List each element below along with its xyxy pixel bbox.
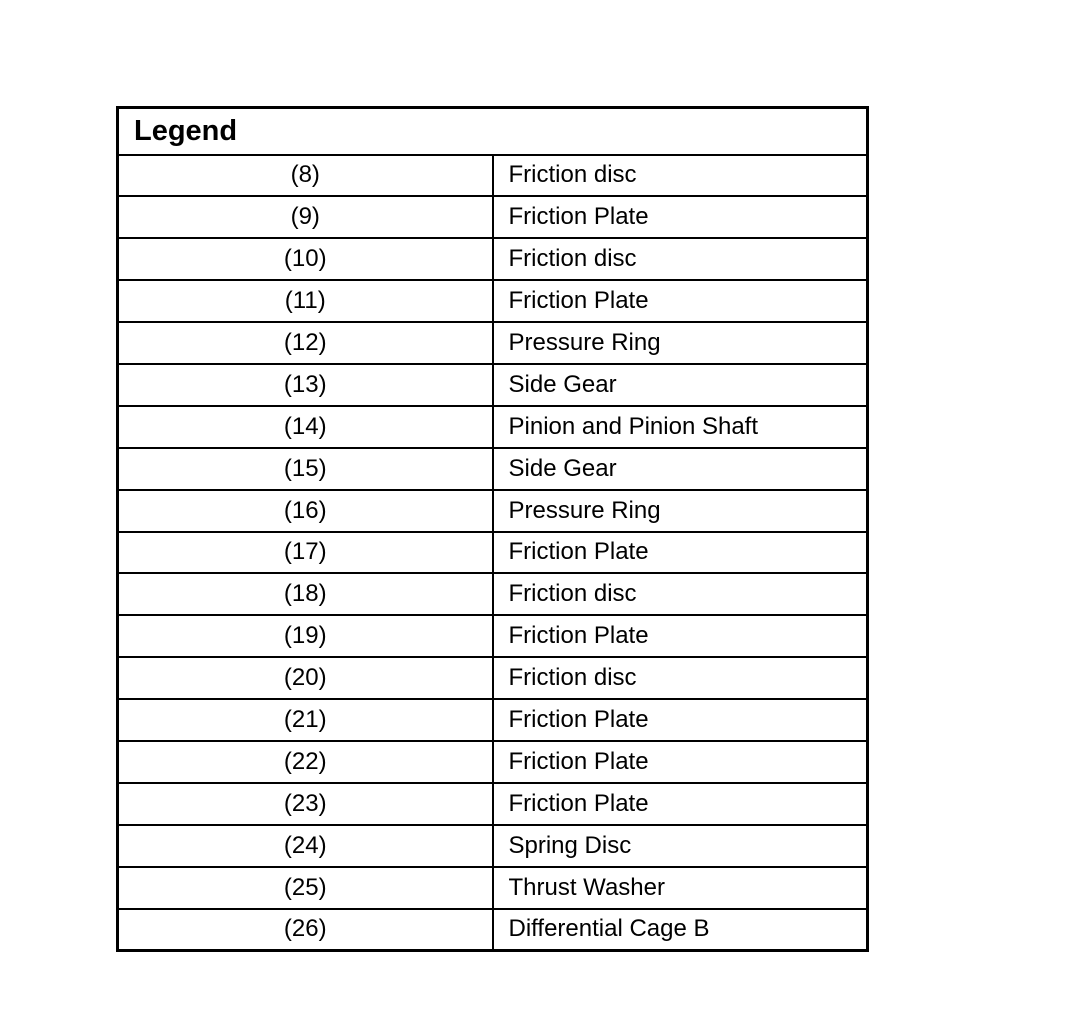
part-number: (15) [118,448,493,490]
part-number: (14) [118,406,493,448]
part-number: (18) [118,573,493,615]
part-description: Pressure Ring [493,322,868,364]
table-row [118,406,868,448]
part-number: (24) [118,825,493,867]
table-row [118,867,868,909]
part-description: Thrust Washer [493,867,868,909]
part-description: Friction Plate [493,615,868,657]
part-description: Friction Plate [493,741,868,783]
part-description: Friction Plate [493,783,868,825]
table-row [118,280,868,322]
table-row [118,532,868,574]
part-number: (16) [118,490,493,532]
part-number: (22) [118,741,493,783]
part-number: (19) [118,615,493,657]
legend-header-row [118,108,868,155]
table-row [118,364,868,406]
part-number: (17) [118,532,493,574]
table-row [118,783,868,825]
part-description: Spring Disc [493,825,868,867]
table-row [118,615,868,657]
part-description: Friction Plate [493,699,868,741]
part-description: Side Gear [493,364,868,406]
part-number: (26) [118,909,493,951]
table-row [118,573,868,615]
part-description: Differential Cage B [493,909,868,951]
part-description: Friction disc [493,657,868,699]
table-row [118,741,868,783]
table-row [118,657,868,699]
table-row [118,825,868,867]
table-row [118,155,868,197]
part-number: (13) [118,364,493,406]
part-description: Friction disc [493,155,868,197]
table-row [118,448,868,490]
table-row [118,699,868,741]
part-number: (9) [118,196,493,238]
part-description: Friction Plate [493,280,868,322]
table-row [118,909,868,951]
table-row [118,238,868,280]
part-description: Friction Plate [493,532,868,574]
part-number: (21) [118,699,493,741]
part-description: Side Gear [493,448,868,490]
part-number: (25) [118,867,493,909]
part-number: (20) [118,657,493,699]
part-number: (8) [118,155,493,197]
part-number: (12) [118,322,493,364]
part-number: (11) [118,280,493,322]
legend-body [118,155,868,951]
legend-title: Legend [118,108,868,155]
table-row [118,322,868,364]
part-description: Friction disc [493,573,868,615]
table-row [118,490,868,532]
table-row [118,196,868,238]
part-description: Pinion and Pinion Shaft [493,406,868,448]
legend-table [116,106,869,952]
part-description: Friction Plate [493,196,868,238]
part-number: (10) [118,238,493,280]
part-description: Friction disc [493,238,868,280]
part-number: (23) [118,783,493,825]
part-description: Pressure Ring [493,490,868,532]
